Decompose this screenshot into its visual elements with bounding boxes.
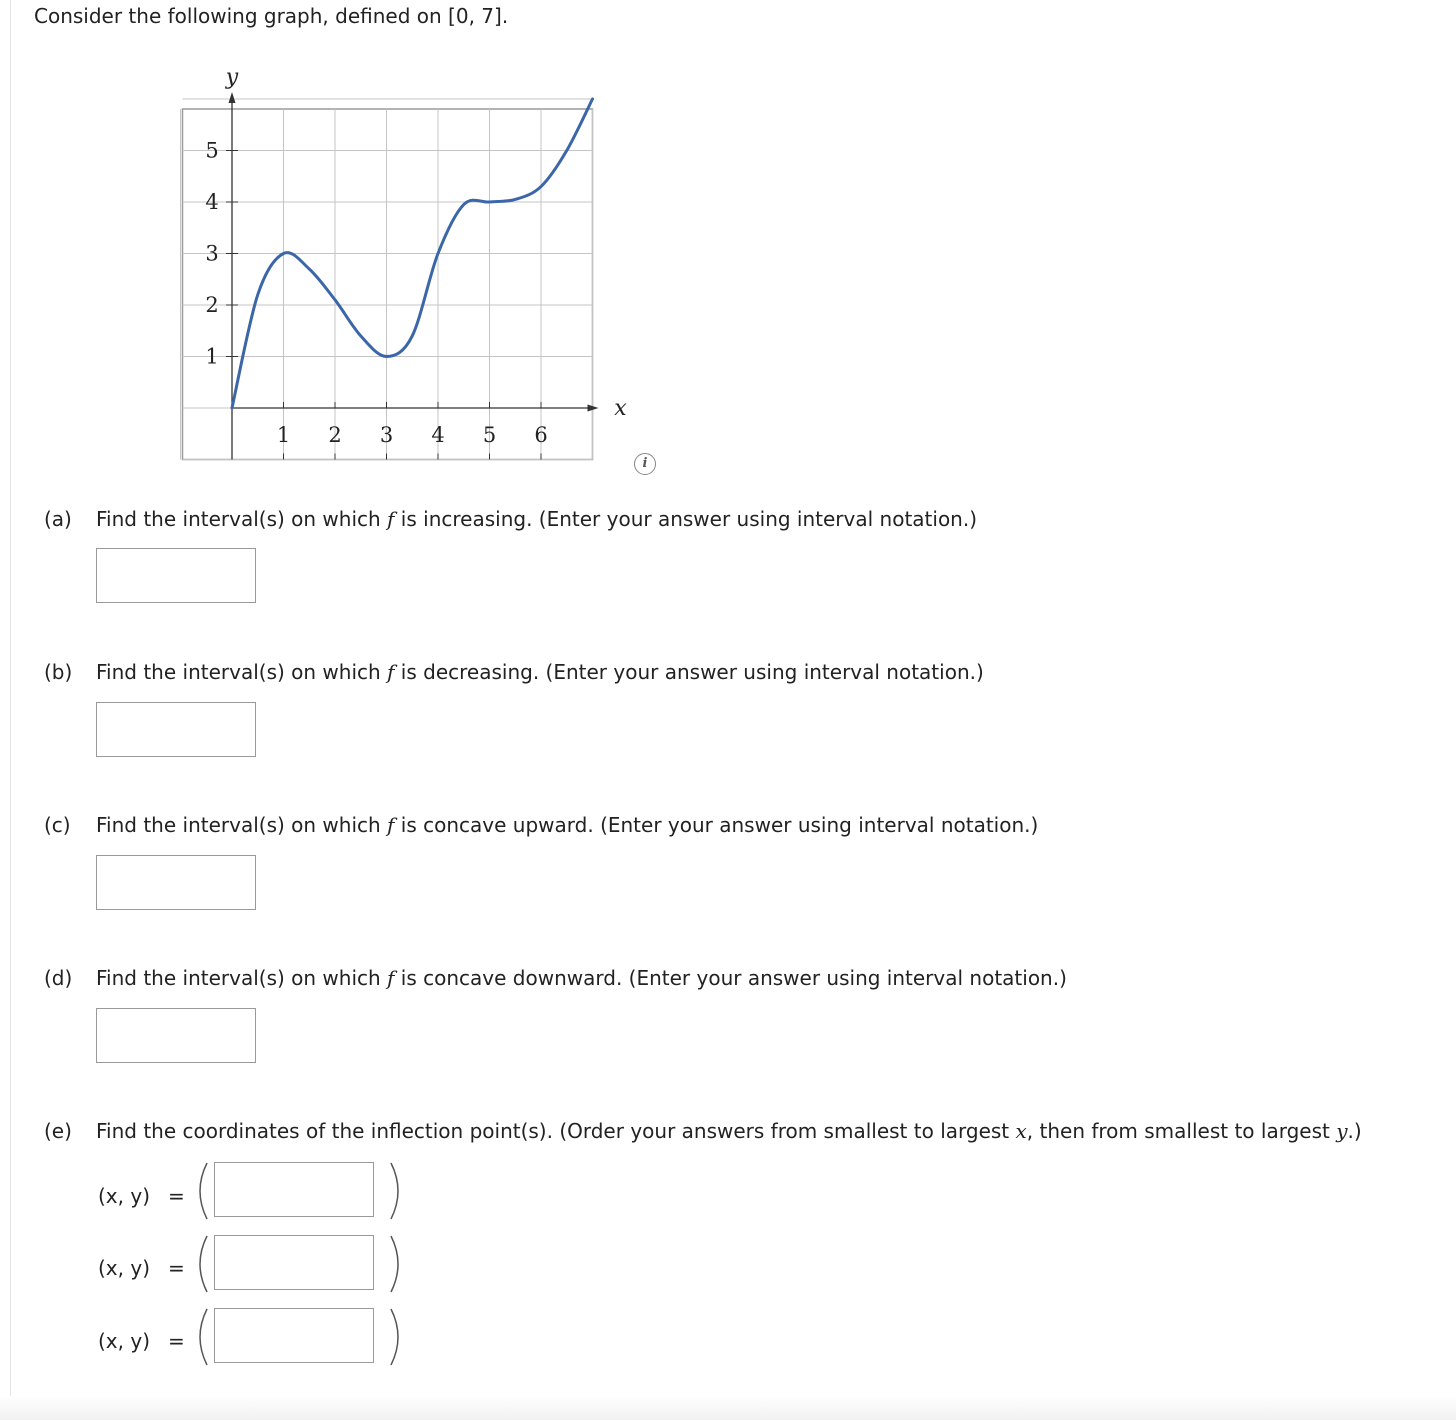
- question-d: [44, 966, 1067, 990]
- page-bottom-edge: [0, 1396, 1456, 1420]
- question-text-pre: Find the coordinates of the inflection point(s). (Order your answers from smallest to largest: [96, 1119, 1016, 1143]
- function-graph: [170, 58, 627, 468]
- x-tick-label: 4: [431, 423, 445, 447]
- open-paren: [190, 1307, 212, 1367]
- equals-sign: =: [168, 1329, 185, 1353]
- answer-input-increasing[interactable]: [96, 548, 256, 603]
- info-icon[interactable]: i: [634, 453, 656, 475]
- function-variable: f: [387, 813, 395, 837]
- x-tick-label: 6: [534, 423, 548, 447]
- question-letter: (a): [44, 507, 72, 531]
- open-paren: [190, 1161, 212, 1221]
- equals-sign: =: [168, 1256, 185, 1280]
- function-variable: f: [387, 660, 395, 684]
- y-tick-label: 1: [205, 344, 219, 369]
- problem-intro: Consider the following graph, defined on [0, 7].: [34, 4, 509, 28]
- close-paren: [386, 1161, 408, 1221]
- question-text-pre: Find the interval(s) on which: [96, 507, 388, 531]
- answer-input-decreasing[interactable]: [96, 702, 256, 757]
- coordinate-label: (x, y): [98, 1184, 150, 1208]
- close-paren: [386, 1234, 408, 1294]
- question-text-post: is decreasing. (Enter your answer using interval notation.): [394, 660, 984, 684]
- question-text-post: is concave downward. (Enter your answer using interval notation.): [394, 966, 1067, 990]
- page-left-border: [10, 0, 11, 1420]
- question-text-post: is concave upward. (Enter your answer using interval notation.): [394, 813, 1039, 837]
- question-text-post: .): [1347, 1119, 1362, 1143]
- question-text-pre: Find the interval(s) on which: [96, 813, 388, 837]
- coordinate-label: (x, y): [98, 1256, 150, 1280]
- function-variable: f: [387, 507, 395, 531]
- y-axis-label: y: [225, 65, 239, 90]
- question-text-mid: , then from smallest to largest: [1026, 1119, 1337, 1143]
- question-text-pre: Find the interval(s) on which: [96, 966, 388, 990]
- question-letter: (c): [44, 813, 71, 837]
- question-letter: (b): [44, 660, 73, 684]
- x-variable: x: [1015, 1119, 1027, 1143]
- close-paren: [386, 1307, 408, 1367]
- question-a: [44, 507, 977, 531]
- x-tick-label: 5: [482, 423, 497, 447]
- x-tick-label: 2: [328, 423, 342, 447]
- open-paren: [190, 1234, 212, 1294]
- equals-sign: =: [168, 1184, 185, 1208]
- question-text-post: is increasing. (Enter your answer using interval notation.): [394, 507, 978, 531]
- question-text-pre: Find the interval(s) on which: [96, 660, 388, 684]
- question-c: [44, 813, 1038, 837]
- inflection-point-1-input[interactable]: [214, 1162, 374, 1217]
- inflection-point-3-input[interactable]: [214, 1308, 374, 1363]
- answer-input-concave-down[interactable]: [96, 1008, 256, 1063]
- y-tick-label: 2: [205, 293, 219, 317]
- y-axis-arrow: [229, 92, 236, 103]
- question-e: [44, 1119, 1362, 1143]
- x-tick-label: 3: [379, 423, 394, 447]
- graph-frame: [183, 109, 593, 460]
- y-tick-label: 4: [205, 190, 219, 214]
- x-tick-label: 1: [276, 423, 291, 447]
- question-b: [44, 660, 984, 684]
- y-variable: y: [1336, 1119, 1348, 1143]
- question-letter: (d): [44, 966, 73, 990]
- y-tick-label: 5: [205, 138, 219, 163]
- function-variable: f: [387, 966, 395, 990]
- x-axis-label: x: [614, 396, 627, 421]
- coordinate-label: (x, y): [98, 1329, 150, 1353]
- answer-input-concave-up[interactable]: [96, 855, 256, 910]
- y-tick-label: 3: [205, 241, 219, 266]
- inflection-point-2-input[interactable]: [214, 1235, 374, 1290]
- question-letter: (e): [44, 1119, 72, 1143]
